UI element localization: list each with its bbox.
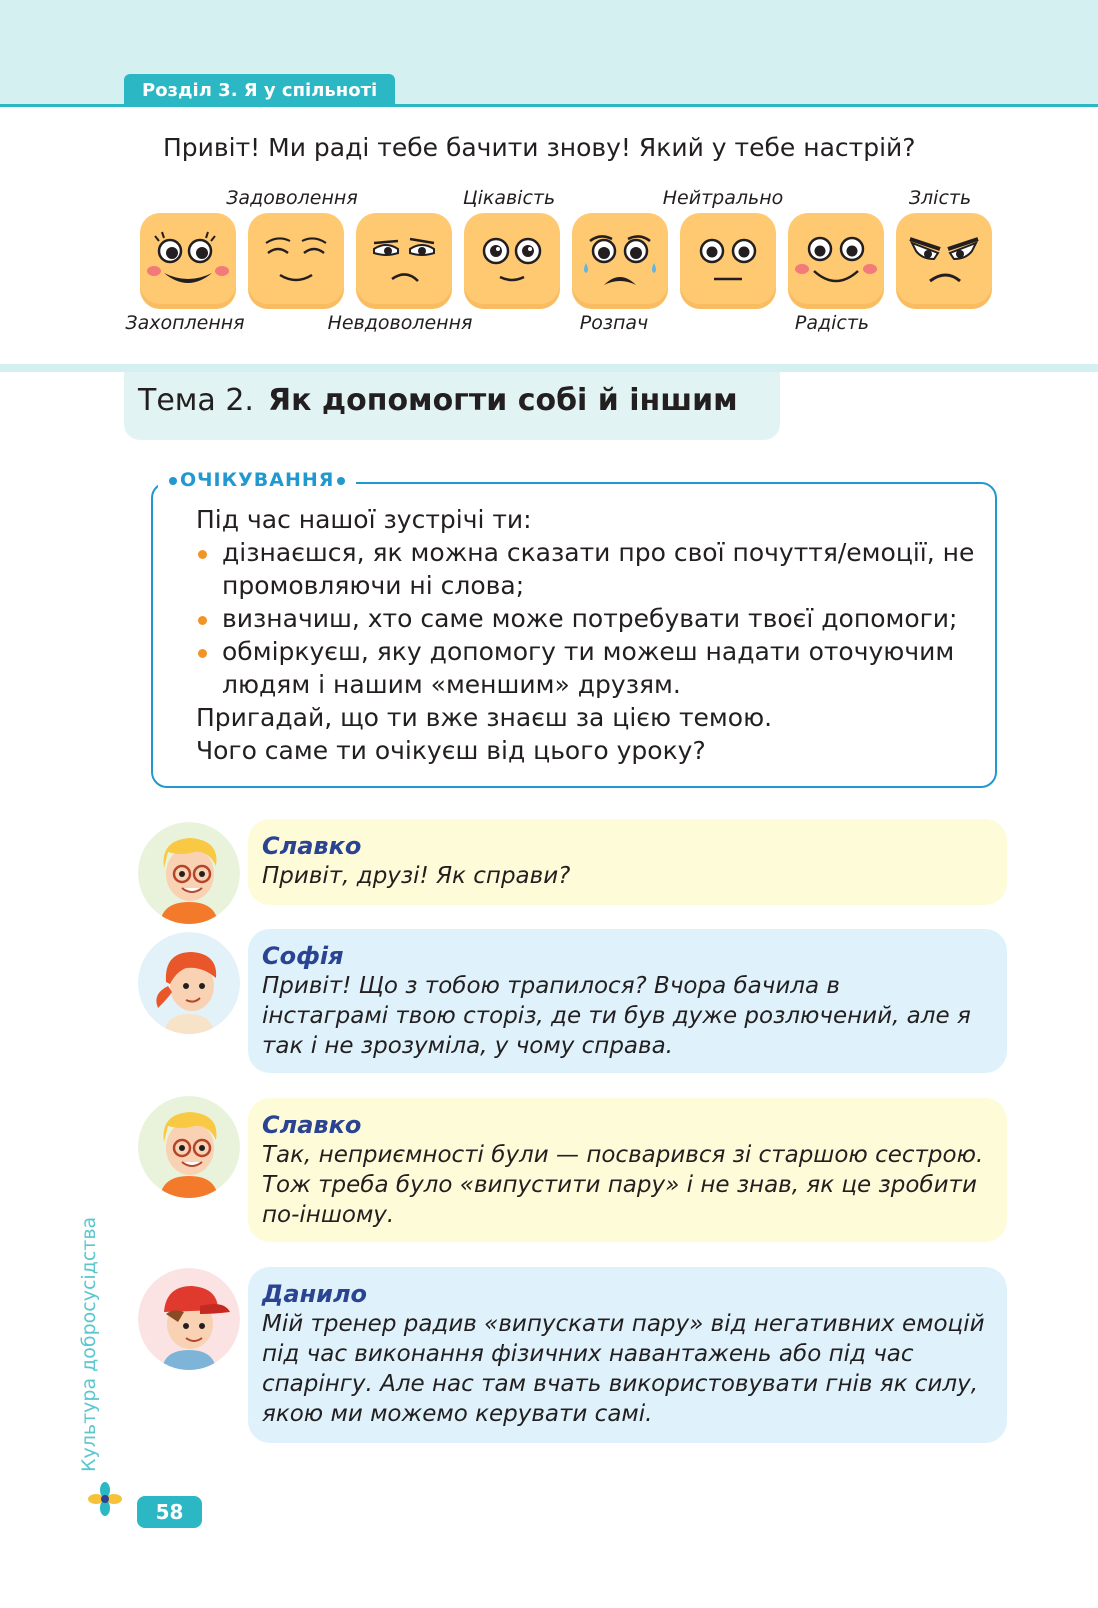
despair-face-icon <box>572 213 668 309</box>
satisfaction-face-icon <box>248 213 344 309</box>
emotion-label-displeasure: Невдоволення <box>327 312 473 334</box>
speech-line: спарінгу. Але нас там вчать використовувати гнів як силу, <box>262 1371 978 1397</box>
greeting-text: Привіт! Ми раді тебе бачити знову! Який у тебе настрій? <box>163 133 916 162</box>
expectations-title <box>158 469 356 491</box>
topic-heading <box>124 372 780 440</box>
bullet-icon <box>198 550 207 559</box>
emotion-label-satisfaction: Задоволення <box>226 187 358 209</box>
speaker-name: Славко <box>262 832 362 860</box>
emotion-faces <box>140 213 1020 313</box>
anger-face-icon <box>896 213 992 309</box>
bullet-icon <box>198 649 207 658</box>
neutral-face-icon <box>680 213 776 309</box>
speech-line: Мій тренер радив «випускати пару» від негативних емоцій <box>262 1311 985 1337</box>
list-item: дізнаєшся, як можна сказати про свої почуття/емоції, не промовляючи ні слова; <box>196 536 986 602</box>
speech-line: по-іншому. <box>262 1202 395 1228</box>
divider-band <box>0 364 1098 372</box>
speech-line: Привіт, друзі! Як справи? <box>262 863 571 889</box>
emotion-label-joy: Радість <box>794 312 870 334</box>
avatar-danylo <box>138 1268 240 1370</box>
topic-title: Як допомогти собі й іншим <box>267 383 738 418</box>
speech-line: Привіт! Що з тобою трапилося? Вчора бачила в <box>262 973 840 999</box>
topic-number: Тема 2. <box>138 383 254 418</box>
delight-face-icon <box>140 213 236 309</box>
expectations-list <box>196 536 986 701</box>
dialogue-bubble-3 <box>248 1098 1007 1242</box>
expectations-intro: Під час нашої зустрічі ти: <box>196 505 532 534</box>
emotion-label-neutral: Нейтрально <box>662 187 784 209</box>
list-item: обміркуєш, яку допомогу ти можеш надати оточуючим людям і нашим «меншим» друзям. <box>196 635 986 701</box>
speaker-name: Славко <box>262 1111 362 1139</box>
avatar-slavko-2 <box>138 1096 240 1198</box>
emotion-label-delight: Захоплення <box>125 312 245 334</box>
section-tab: Розділ 3. Я у спільноті <box>124 74 395 107</box>
dialogue-bubble-2 <box>248 929 1007 1073</box>
expectations-outro-1: Пригадай, що ти вже знаєш за цією темою. <box>196 703 773 732</box>
speaker-name: Данило <box>262 1280 368 1308</box>
bullet-icon <box>198 616 207 625</box>
avatar-slavko <box>138 822 240 924</box>
emotion-label-curiosity: Цікавість <box>462 187 556 209</box>
emotion-label-anger: Злість <box>908 187 972 209</box>
expectations-title-text: ОЧІКУВАННЯ <box>180 469 335 491</box>
list-item: визначиш, хто саме може потребувати твоєї допомоги; <box>196 602 986 635</box>
side-running-title: Культура добросусідства <box>78 1216 100 1472</box>
speech-line: Так, неприємності були — посварився зі старшою сестрою. <box>262 1142 984 1168</box>
emotion-label-despair: Розпач <box>579 312 649 334</box>
speech-line: так і не зрозуміла, у чому справа. <box>262 1033 673 1059</box>
expectations-outro-2: Чого саме ти очікуєш від цього уроку? <box>196 736 706 765</box>
displeasure-face-icon <box>356 213 452 309</box>
speech-line: Тож треба було «випустити пару» і не знав, як це зробити <box>262 1172 977 1198</box>
speech-line: якою ми можемо керувати самі. <box>262 1401 653 1427</box>
joy-face-icon <box>788 213 884 309</box>
dialogue-bubble-4 <box>248 1267 1007 1443</box>
curiosity-face-icon <box>464 213 560 309</box>
page-number: 58 <box>137 1496 202 1528</box>
speech-line: під час виконання фізичних навантажень або під час <box>262 1341 914 1367</box>
speaker-name: Софія <box>262 942 344 970</box>
speech-line: інстаграмі твою сторіз, де ти був дуже розлючений, але я <box>262 1003 971 1029</box>
flower-icon <box>88 1482 122 1516</box>
avatar-sofia <box>138 932 240 1034</box>
dialogue-bubble-1 <box>248 819 1007 905</box>
expectations-body <box>196 503 986 767</box>
